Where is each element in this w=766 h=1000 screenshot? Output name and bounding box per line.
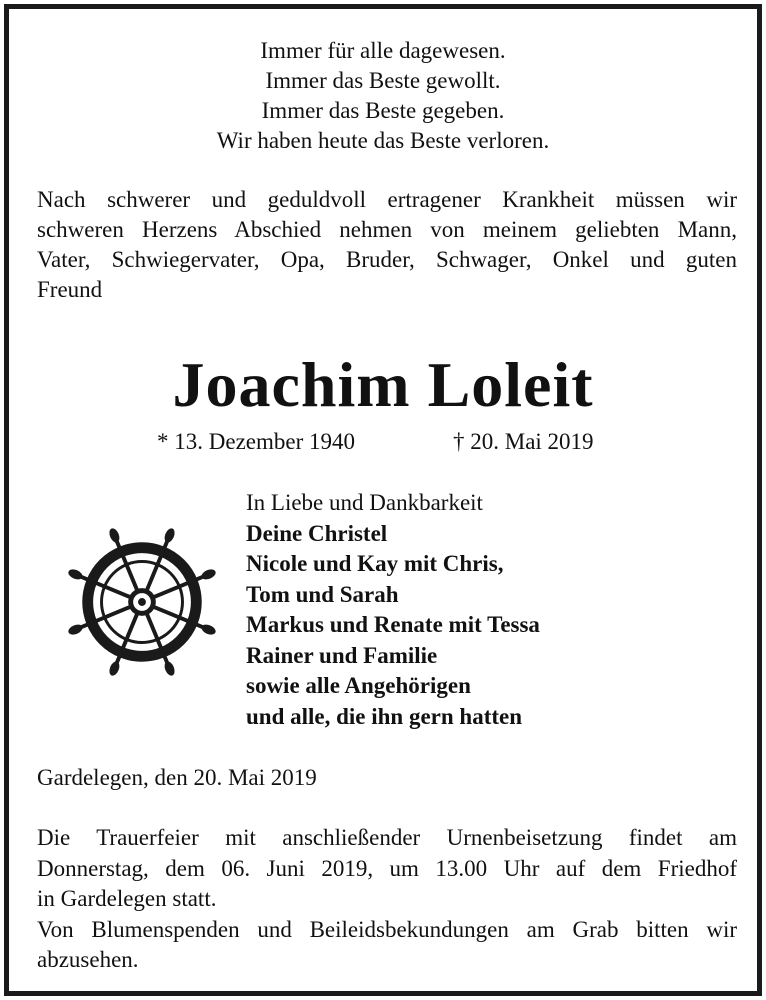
- poem-line: Immer das Beste gewollt.: [265, 68, 501, 93]
- poem-line: Wir haben heute das Beste verloren.: [216, 128, 550, 153]
- place-date: Gardelegen, den 20. Mai 2019: [37, 765, 317, 790]
- intro-line: Freund: [37, 277, 103, 302]
- mourners-block: [246, 488, 540, 732]
- poem-line: Immer das Beste gegeben.: [261, 98, 505, 123]
- mourner-line: Tom und Sarah: [246, 581, 399, 607]
- wheel-handle: [200, 623, 217, 637]
- poem: [9, 36, 757, 156]
- funeral-notice: [37, 823, 737, 976]
- intro-line: schweren Herzens Abschied nehmen von meinem geliebten Mann,: [37, 217, 737, 242]
- ships-wheel-icon: [63, 523, 221, 681]
- mourner-line: sowie alle Angehörigen: [246, 673, 471, 698]
- wheel-handle: [107, 527, 121, 544]
- poem-line: Immer für alle dagewesen.: [260, 38, 506, 63]
- intro-line: Nach schwerer und geduldvoll ertragener Krankheit müssen wir: [37, 187, 737, 212]
- wheel-handle: [67, 623, 84, 637]
- mourners-intro: In Liebe und Dankbarkeit: [246, 490, 483, 515]
- wheel-handle: [163, 660, 177, 677]
- mourner-line: und alle, die ihn gern hatten: [246, 703, 523, 729]
- birth-date: * 13. Dezember 1940: [157, 429, 355, 454]
- mourner-line: Deine Christel: [246, 520, 388, 546]
- funeral-line: Donnerstag, dem 06. Juni 2019, um 13.00 Uhr auf dem Friedhof: [37, 855, 737, 881]
- intro-line: Vater, Schwiegervater, Opa, Bruder, Schwager, Onkel und guten: [37, 247, 737, 272]
- wheel-handle: [67, 567, 84, 581]
- obituary-frame: [4, 4, 762, 996]
- funeral-line: in Gardelegen statt.: [37, 886, 217, 911]
- funeral-line: abzusehen.: [37, 947, 139, 972]
- wheel-handle: [200, 567, 217, 581]
- funeral-line: Die Trauerfeier mit anschließender Urnenbeisetzung findet am: [37, 825, 737, 850]
- death-date: † 20. Mai 2019: [453, 429, 594, 454]
- wheel-handle: [163, 527, 177, 544]
- mourner-line: Markus und Renate mit Tessa: [246, 612, 540, 637]
- intro-text: [37, 185, 737, 305]
- mourner-line: Nicole und Kay mit Chris,: [246, 551, 504, 576]
- funeral-line: Von Blumenspenden und Beileidsbekundungen am Grab bitten wir: [37, 916, 737, 942]
- mourner-line: Rainer und Familie: [246, 642, 438, 668]
- deceased-name: Joachim Loleit: [172, 349, 594, 420]
- wheel-handle: [107, 660, 121, 677]
